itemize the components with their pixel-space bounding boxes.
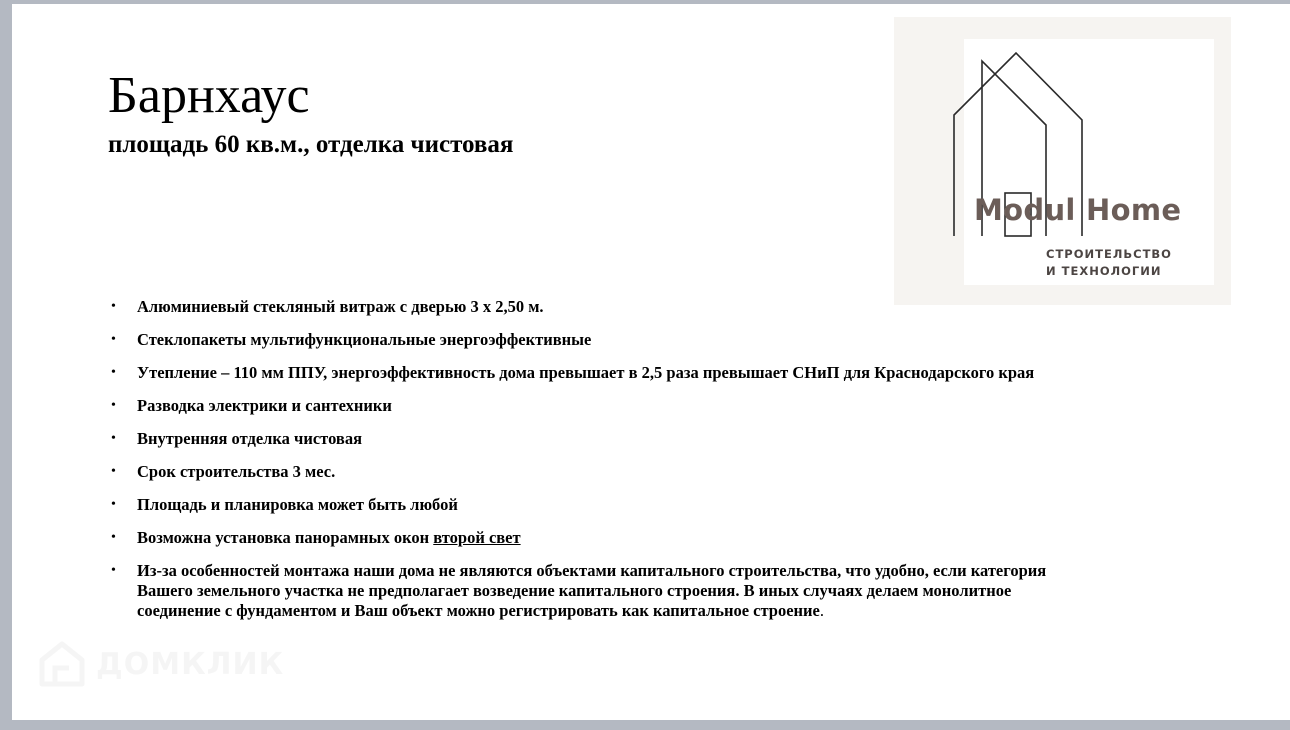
- list-item: • Алюминиевый стекляный витраж с дверью 3 х 2,50 м.: [111, 297, 544, 316]
- bullet: •: [111, 398, 116, 413]
- page-title: Барнхаус: [108, 67, 310, 124]
- page-subtitle: площадь 60 кв.м., отделка чистовая: [108, 131, 514, 158]
- watermark: [36, 636, 284, 692]
- list-item: • Разводка электрики и сантехники: [111, 396, 392, 415]
- list-item: • Возможна установка панорамных окон второй свет: [111, 528, 521, 547]
- logo-tagline-line-2: И ТЕХНОЛОГИИ: [1046, 264, 1162, 278]
- list-item: • Стеклопакеты мультифункциональные энергоэффективные: [111, 330, 592, 349]
- company-logo: [894, 17, 1231, 305]
- bullet: •: [111, 464, 116, 479]
- features-list: [108, 297, 1048, 634]
- logo-tagline-line-1: СТРОИТЕЛЬСТВО: [1046, 247, 1172, 261]
- watermark-text: ДОМКЛИК: [96, 646, 285, 682]
- bullet: •: [111, 299, 116, 314]
- bullet: •: [111, 431, 116, 446]
- list-item: • Из-за особенностей монтажа наши дома не являются объектами капитального строительства, что удобно, если категория Вашего земельного участка не предполагает возведение капитального строения. В иных случаях делаем монолитное соединение с фундаментом и Ваш объект можно регистрировать как капитальное строение.: [111, 561, 1047, 620]
- bullet: •: [111, 563, 116, 578]
- domclick-house-icon: [36, 638, 88, 690]
- bullet: •: [111, 530, 116, 545]
- list-item: • Срок строительства 3 мес.: [111, 462, 336, 481]
- list-item: • Внутренняя отделка чистовая: [111, 429, 362, 448]
- slide: [12, 4, 1290, 720]
- bullet: •: [111, 497, 116, 512]
- list-item: • Площадь и планировка может быть любой: [111, 495, 458, 514]
- bullet: •: [111, 332, 116, 347]
- list-item: • Утепление – 110 мм ППУ, энергоэффективность дома превышает в 2,5 раза превышает СНиП для Краснодарского края: [111, 363, 1035, 382]
- logo-tagline: [1046, 246, 1172, 280]
- logo-brand-text: Modul Home: [974, 193, 1182, 227]
- second-light-link[interactable]: второй свет: [433, 528, 521, 547]
- bullet: •: [111, 365, 116, 380]
